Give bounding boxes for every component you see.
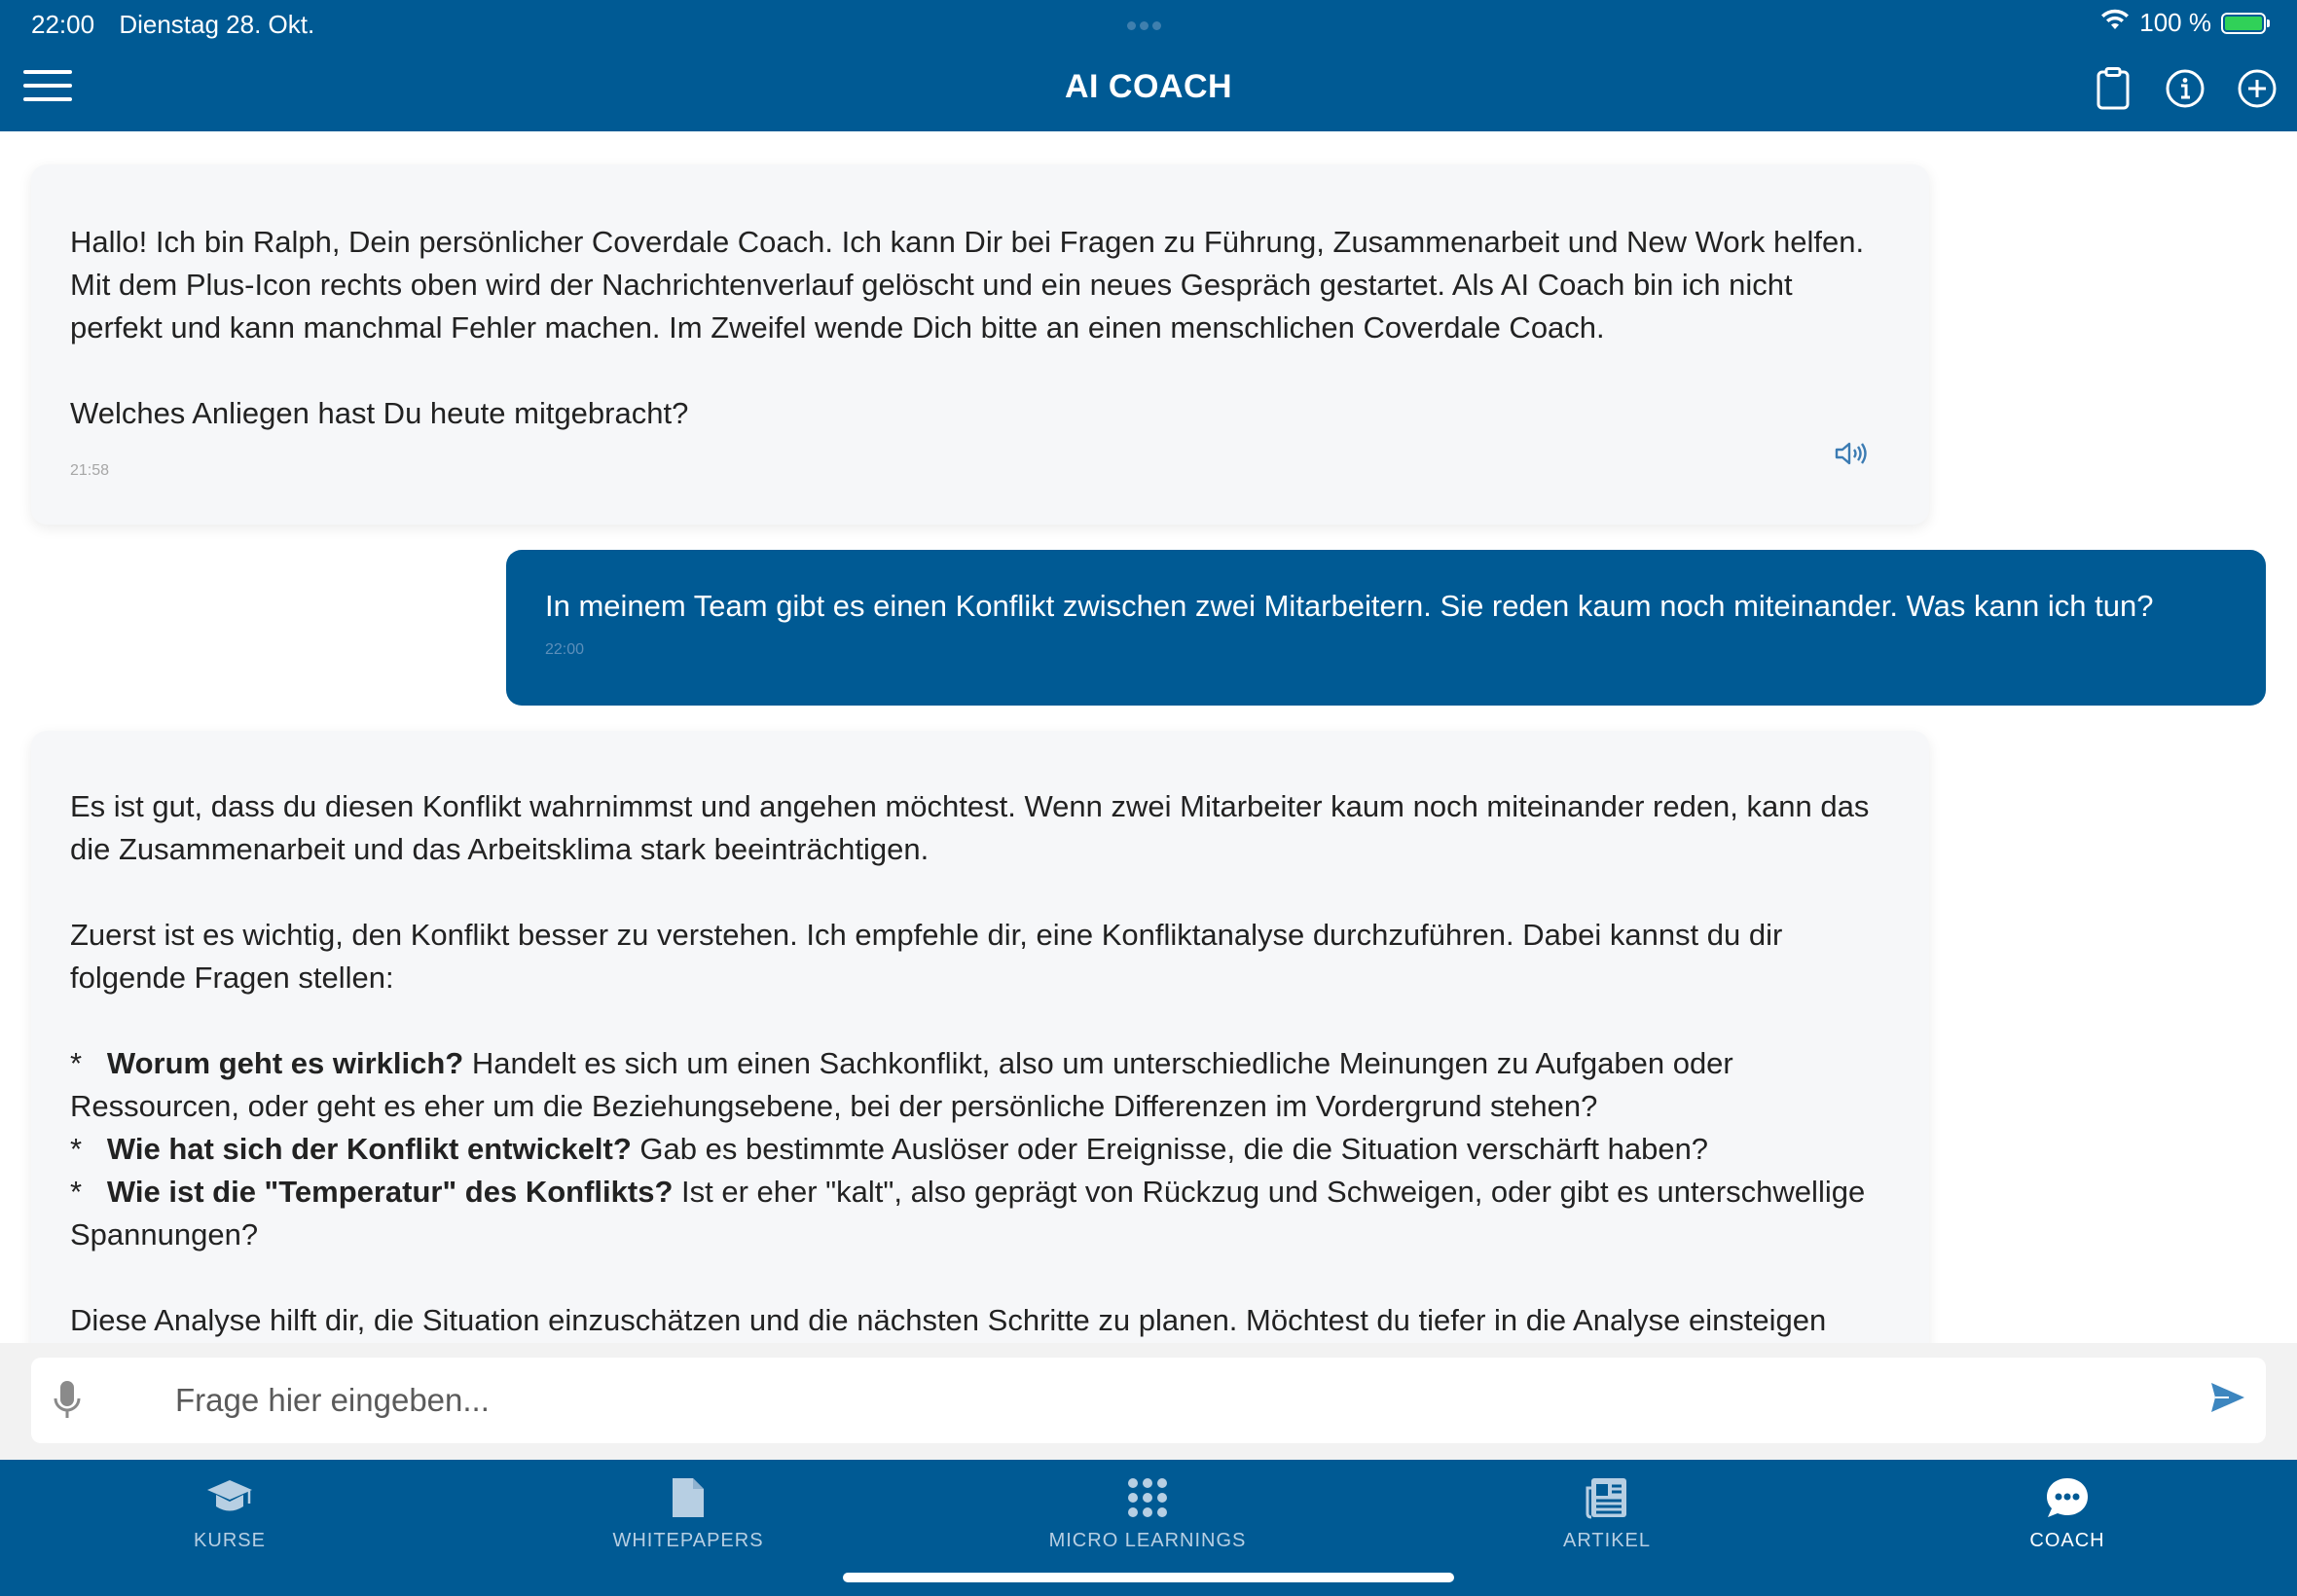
nav-label: KURSE (194, 1530, 266, 1551)
coach-message (31, 731, 1929, 1432)
clipboard-icon[interactable] (2091, 66, 2135, 111)
bullet-item: * Worum geht es wirklich? Handelt es sich um einen Sachkonflikt, also um unterschiedliche Meinungen zu Aufgaben oder Ressourcen, oder geht es eher um die Beziehungsebene, bei der persönliche Differenzen im Vordergrund stehen? (70, 1046, 1742, 1123)
message-outro: Diese Analyse hilft dir, die Situation einzuschätzen und die nächsten Schritte zu planen. Möchtest du tiefer in die Analyse einsteigen (70, 1303, 1827, 1337)
coach-message (31, 164, 1929, 525)
top-bar (0, 0, 2297, 131)
multitasking-dots-icon[interactable] (1125, 18, 1163, 35)
chat-bubble-icon (1921, 1473, 2213, 1522)
newspaper-icon (1461, 1473, 1753, 1522)
message-intro: Es ist gut, dass du diesen Konflikt wahrnimmst und angehen möchtest. Wenn zwei Mitarbeiter kaum noch miteinander reden, kann das die Zusammenarbeit und das Arbeitsklima stark beeinträchtigen. (70, 789, 1878, 866)
nav-label: COACH (2029, 1530, 2105, 1551)
input-bar (0, 1343, 2297, 1460)
home-indicator[interactable] (843, 1573, 1454, 1582)
nav-coach[interactable] (1921, 1473, 2213, 1552)
battery-icon (2221, 13, 2266, 34)
nav-label: ARTIKEL (1563, 1530, 1651, 1551)
bullet-text: Ist er eher "kalt", also geprägt von Rückzug und Schweigen, oder gibt es unterschwellige Spannungen? (70, 1175, 1874, 1251)
nav-label: MICRO LEARNINGS (1048, 1530, 1247, 1551)
message-text: Hallo! Ich bin Ralph, Dein persönlicher Coverdale Coach. Ich kann Dir bei Fragen zu Führung, Zusammenarbeit und New Work helfen. Mit dem Plus-Icon rechts oben wird der Nachrichtenverlauf gelöscht und ein neues Gespräch gestartet. Als AI Coach bin ich nicht perfekt und kann manchmal Fehler machen. Im Zweifel wende Dich bitte an einen menschlichen Coverdale Coach. Welches Anliegen hast Du heute mitgebracht? (70, 225, 1865, 430)
nav-whitepapers[interactable] (542, 1473, 834, 1552)
wifi-icon (2100, 8, 2130, 38)
status-time: 22:00 (31, 10, 95, 39)
bullet-title: Worum geht es wirklich? (106, 1046, 464, 1080)
message-time: 22:00 (545, 641, 585, 658)
microphone-icon[interactable] (53, 1379, 82, 1427)
page-title: AI COACH (1064, 68, 1233, 105)
bullet-item: * Wie hat sich der Konflikt entwickelt? Gab es bestimmte Auslöser oder Ereignisse, die die Situation verschärft haben? (70, 1132, 1709, 1166)
nav-micro-learnings[interactable] (1002, 1473, 1294, 1552)
chat-area[interactable] (0, 131, 2297, 1343)
status-bar-left (31, 10, 332, 40)
send-icon[interactable] (2209, 1381, 2246, 1419)
speaker-icon[interactable] (1834, 440, 1869, 472)
bullet-text: Gab es bestimmte Auslöser oder Ereignisse, die die Situation verschärft haben? (631, 1132, 1709, 1166)
document-icon (542, 1473, 834, 1522)
nav-kurse[interactable] (84, 1473, 376, 1552)
graduation-cap-icon (84, 1473, 376, 1522)
battery-percent: 100 % (2139, 8, 2211, 37)
bullet-list (70, 1042, 1890, 1256)
bullet-item: * Wie ist die "Temperatur" des Konflikts? Ist er eher "kalt", also geprägt von Rückzug und Schweigen, oder gibt es unterschwellige Spannungen? (70, 1175, 1874, 1251)
header-actions (2091, 66, 2279, 111)
nav-label: WHITEPAPERS (612, 1530, 764, 1551)
new-chat-plus-icon[interactable] (2235, 66, 2279, 111)
message-text: In meinem Team gibt es einen Konflikt zwischen zwei Mitarbeitern. Sie reden kaum noch miteinander. Was kann ich tun? (545, 589, 2154, 623)
message-paragraph: Zuerst ist es wichtig, den Konflikt besser zu verstehen. Ich empfehle dir, eine Konfliktanalyse durchzuführen. Dabei kannst du dir folgende Fragen stellen: (70, 918, 1791, 995)
status-date: Dienstag 28. Okt. (119, 10, 315, 39)
nav-artikel[interactable] (1461, 1473, 1753, 1552)
input-container (31, 1358, 2266, 1443)
bullet-text: Handelt es sich um einen Sachkonflikt, also um unterschiedliche Meinungen zu Aufgaben oder Ressourcen, oder geht es eher um die Beziehungsebene, bei der persönliche Differenzen im Vordergrund stehen? (70, 1046, 1742, 1123)
bullet-title: Wie ist die "Temperatur" des Konflikts? (106, 1175, 674, 1209)
bullet-title: Wie hat sich der Konflikt entwickelt? (106, 1132, 632, 1166)
status-bar-right (2100, 8, 2266, 38)
info-icon[interactable] (2163, 66, 2207, 111)
question-input[interactable] (175, 1367, 2122, 1433)
user-message (506, 550, 2266, 706)
grid-dots-icon (1002, 1473, 1294, 1522)
message-time: 21:58 (70, 462, 110, 479)
